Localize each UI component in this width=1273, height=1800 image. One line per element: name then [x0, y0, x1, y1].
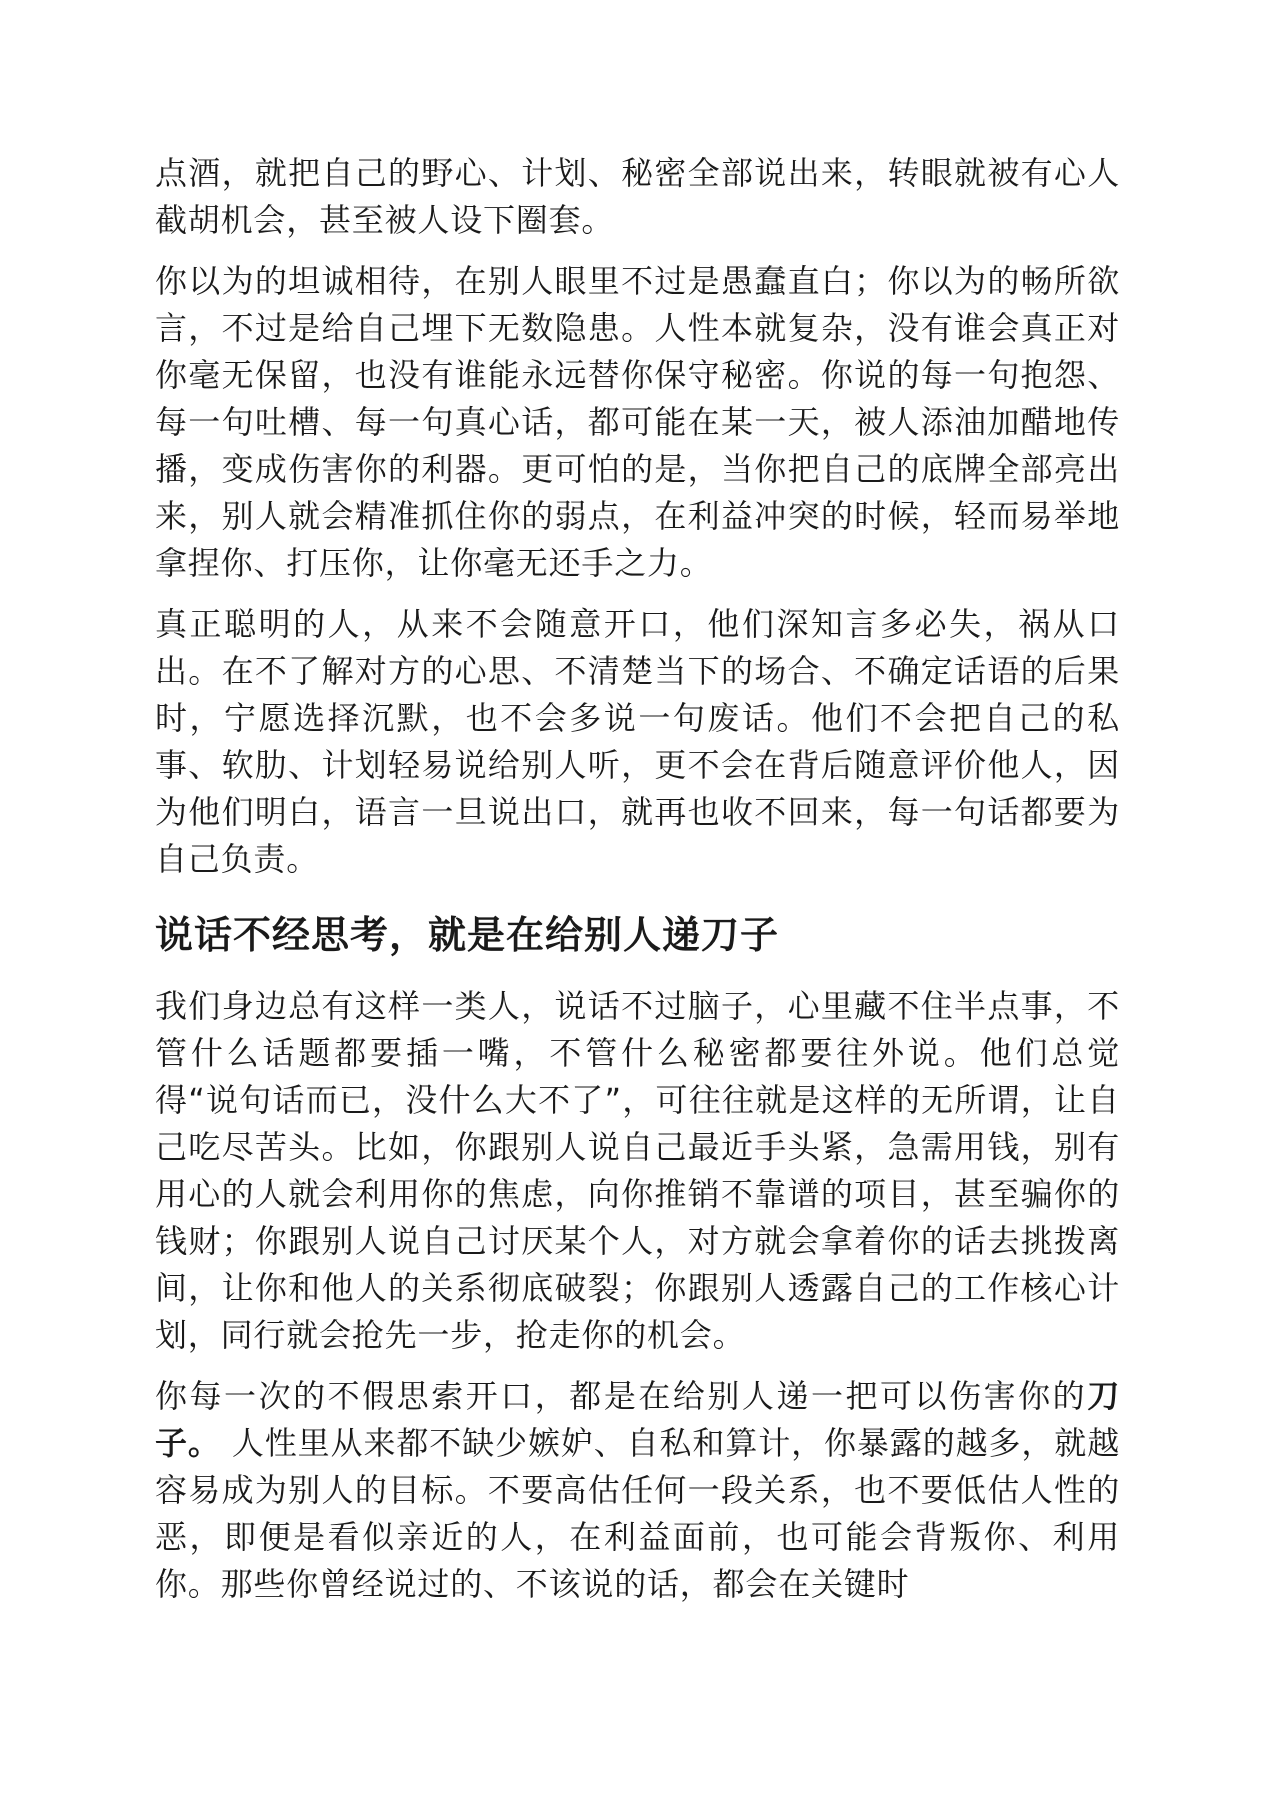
bold-text: 刀子。 [155, 1377, 1120, 1462]
document-page [155, 150, 1120, 1622]
paragraph: 我们身边总有这样一类人，说话不过脑子，心里藏不住半点事，不管什么话题都要插一嘴，不管什么秘密都要往外说。他们总觉得“说句话而已，没什么大不了”，可往往就是这样的无所谓，让自己吃尽苦头。比如，你跟别人说自己最近手头紧，急需用钱，别有用心的人就会利用你的焦虑，向你推销不靠谱的项目，甚至骗你的钱财；你跟别人说自己讨厌某个人，对方就会拿着你的话去挑拨离间，让你和他人的关系彻底破裂；你跟别人透露自己的工作核心计划，同行就会抢先一步，抢走你的机会。 [155, 987, 1120, 1354]
paragraph-text: 你每一次的不假思索开口，都是在给别人递一把可以伤害你的 [155, 1377, 1088, 1415]
paragraph: 点酒，就把自己的野心、计划、秘密全部说出来，转眼就被有心人截胡机会，甚至被人设下圈套。 [155, 154, 1120, 239]
paragraph-with-bold [155, 1373, 1120, 1608]
paragraph: 你以为的坦诚相待，在别人眼里不过是愚蠢直白；你以为的畅所欲言，不过是给自己埋下无数隐患。人性本就复杂，没有谁会真正对你毫无保留，也没有谁能永远替你保守秘密。你说的每一句抱怨、每一句吐槽、每一句真心话，都可能在某一天，被人添油加醋地传播，变成伤害你的利器。更可怕的是，当你把自己的底牌全部亮出来，别人就会精准抓住你的弱点，在利益冲突的时候，轻而易举地拿捏你、打压你，让你毫无还手之力。 [155, 262, 1120, 582]
section-heading: 说话不经思考，就是在给别人递刀子 [155, 913, 780, 957]
paragraph: 真正聪明的人，从来不会随意开口，他们深知言多必失，祸从口出。在不了解对方的心思、不清楚当下的场合、不确定话语的后果时，宁愿选择沉默，也不会多说一句废话。他们不会把自己的私事、软肋、计划轻易说给别人听，更不会在背后随意评价他人，因为他们明白，语言一旦说出口，就再也收不回来，每一句话都要为自己负责。 [155, 605, 1120, 878]
paragraph-text: 人性里从来都不缺少嫉妒、自私和算计，你暴露的越多，就越容易成为别人的目标。不要高估任何一段关系，也不要低估人性的恶，即便是看似亲近的人，在利益面前，也可能会背叛你、利用你。那些你曾经说过的、不该说的话，都会在关键时 [155, 1424, 1120, 1603]
